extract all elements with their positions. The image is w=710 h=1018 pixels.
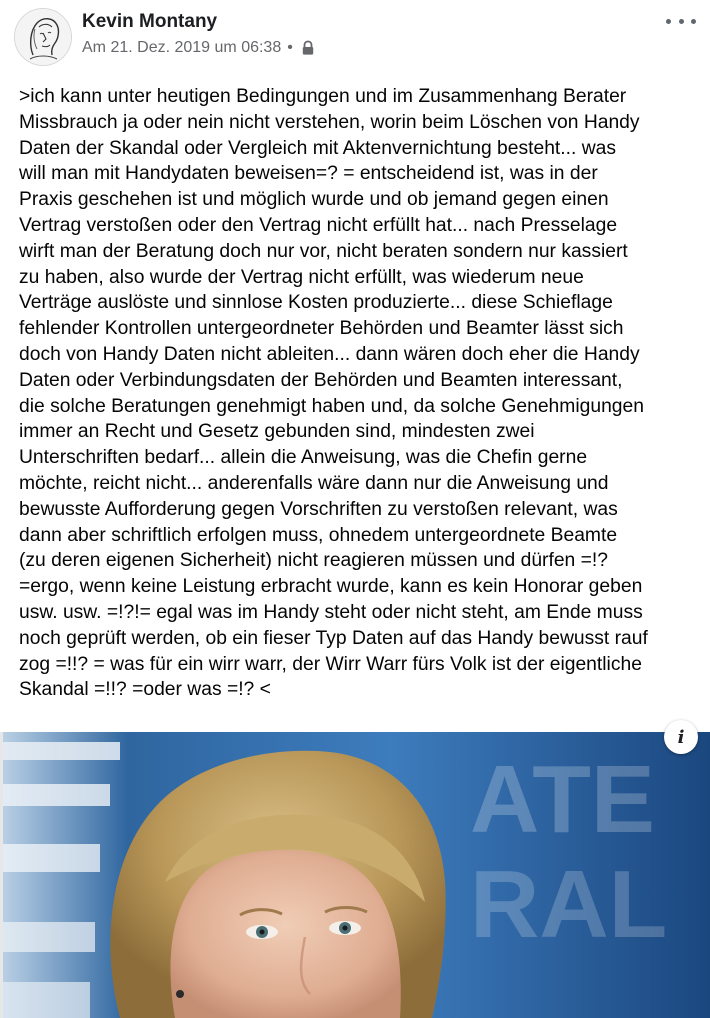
portrait-photo xyxy=(0,732,710,1018)
post-header xyxy=(0,0,710,78)
post-timestamp[interactable]: Am 21. Dez. 2019 um 06:38 xyxy=(82,39,282,56)
sketch-portrait-icon xyxy=(15,9,71,65)
image-left-border xyxy=(0,732,3,1018)
post-image[interactable] xyxy=(0,732,710,1018)
more-options-button[interactable] xyxy=(666,10,696,32)
post-meta xyxy=(82,39,315,57)
meta-separator: • xyxy=(287,39,293,56)
author-name[interactable]: Kevin Montany xyxy=(82,11,218,32)
more-dots-icon xyxy=(691,19,696,24)
author-avatar[interactable] xyxy=(14,8,72,66)
backdrop-text: RAL xyxy=(470,851,668,958)
image-info-button[interactable]: i xyxy=(664,720,698,754)
more-dots-icon xyxy=(666,19,671,24)
more-dots-icon xyxy=(679,19,684,24)
lock-icon[interactable] xyxy=(301,40,315,56)
backdrop-text: ATE xyxy=(470,746,655,853)
post-text: >ich kann unter heutigen Bedingungen und im Zusammenhang Berater Missbrauch ja oder nein nicht verstehen, worin beim Löschen von Handy Daten der Skandal oder Vergleich mit Aktenvernichtung besteht... was will man mit Handydaten beweisen=? = entscheidend ist, was in der Praxis geschehen ist und möglich wurde und ob jemand gegen einen Vertrag verstoßen oder den Vertrag nicht erfüllt hat... nach Presselage wirft man der Beratung doch nur vor, nicht beraten sondern nur kassiert zu haben, also wurde der Vertrag nicht erfüllt, was wiederum neue Verträge auslöste und sinnlose Kosten produzierte... diese Schieflage fehlender Kontrollen untergeordneter Behörden und Beamter lässt sich doch von Handy Daten nicht ableiten... dann wären doch eher die Handy Daten oder Verbindungsdaten der Behörden und Beamten interessant, die solche Beratungen genehmigt haben und, da solche Genehmigungen immer an Recht und Gesetz gebunden sind, mindesten zwei Unterschriften bedarf... allein die Anweisung, was die Chefin gerne möchte, reicht nicht... anderenfalls wäre dann nur die Anweisung und bewusste Aufforderung gegen Vorschriften zu verstoßen relevant, was dann aber schriftlich erfolgen muss, ohnedem untergeordnete Beamte (zu deren eigenen Sicherheit) nicht reagieren müssen und dürfen =!? =ergo, wenn keine Leistung erbracht wurde, kann es kein Honorar geben usw. usw. =!?!= egal was im Handy steht oder nicht steht, am Ende muss noch geprüft werden, ob ein fieser Typ Daten auf das Handy bewusst rauf zog =!!? = was für ein wirr warr, der Wirr Warr fürs Volk ist der eigentliche Skandal =!!? =oder was =!? < xyxy=(19,86,648,701)
